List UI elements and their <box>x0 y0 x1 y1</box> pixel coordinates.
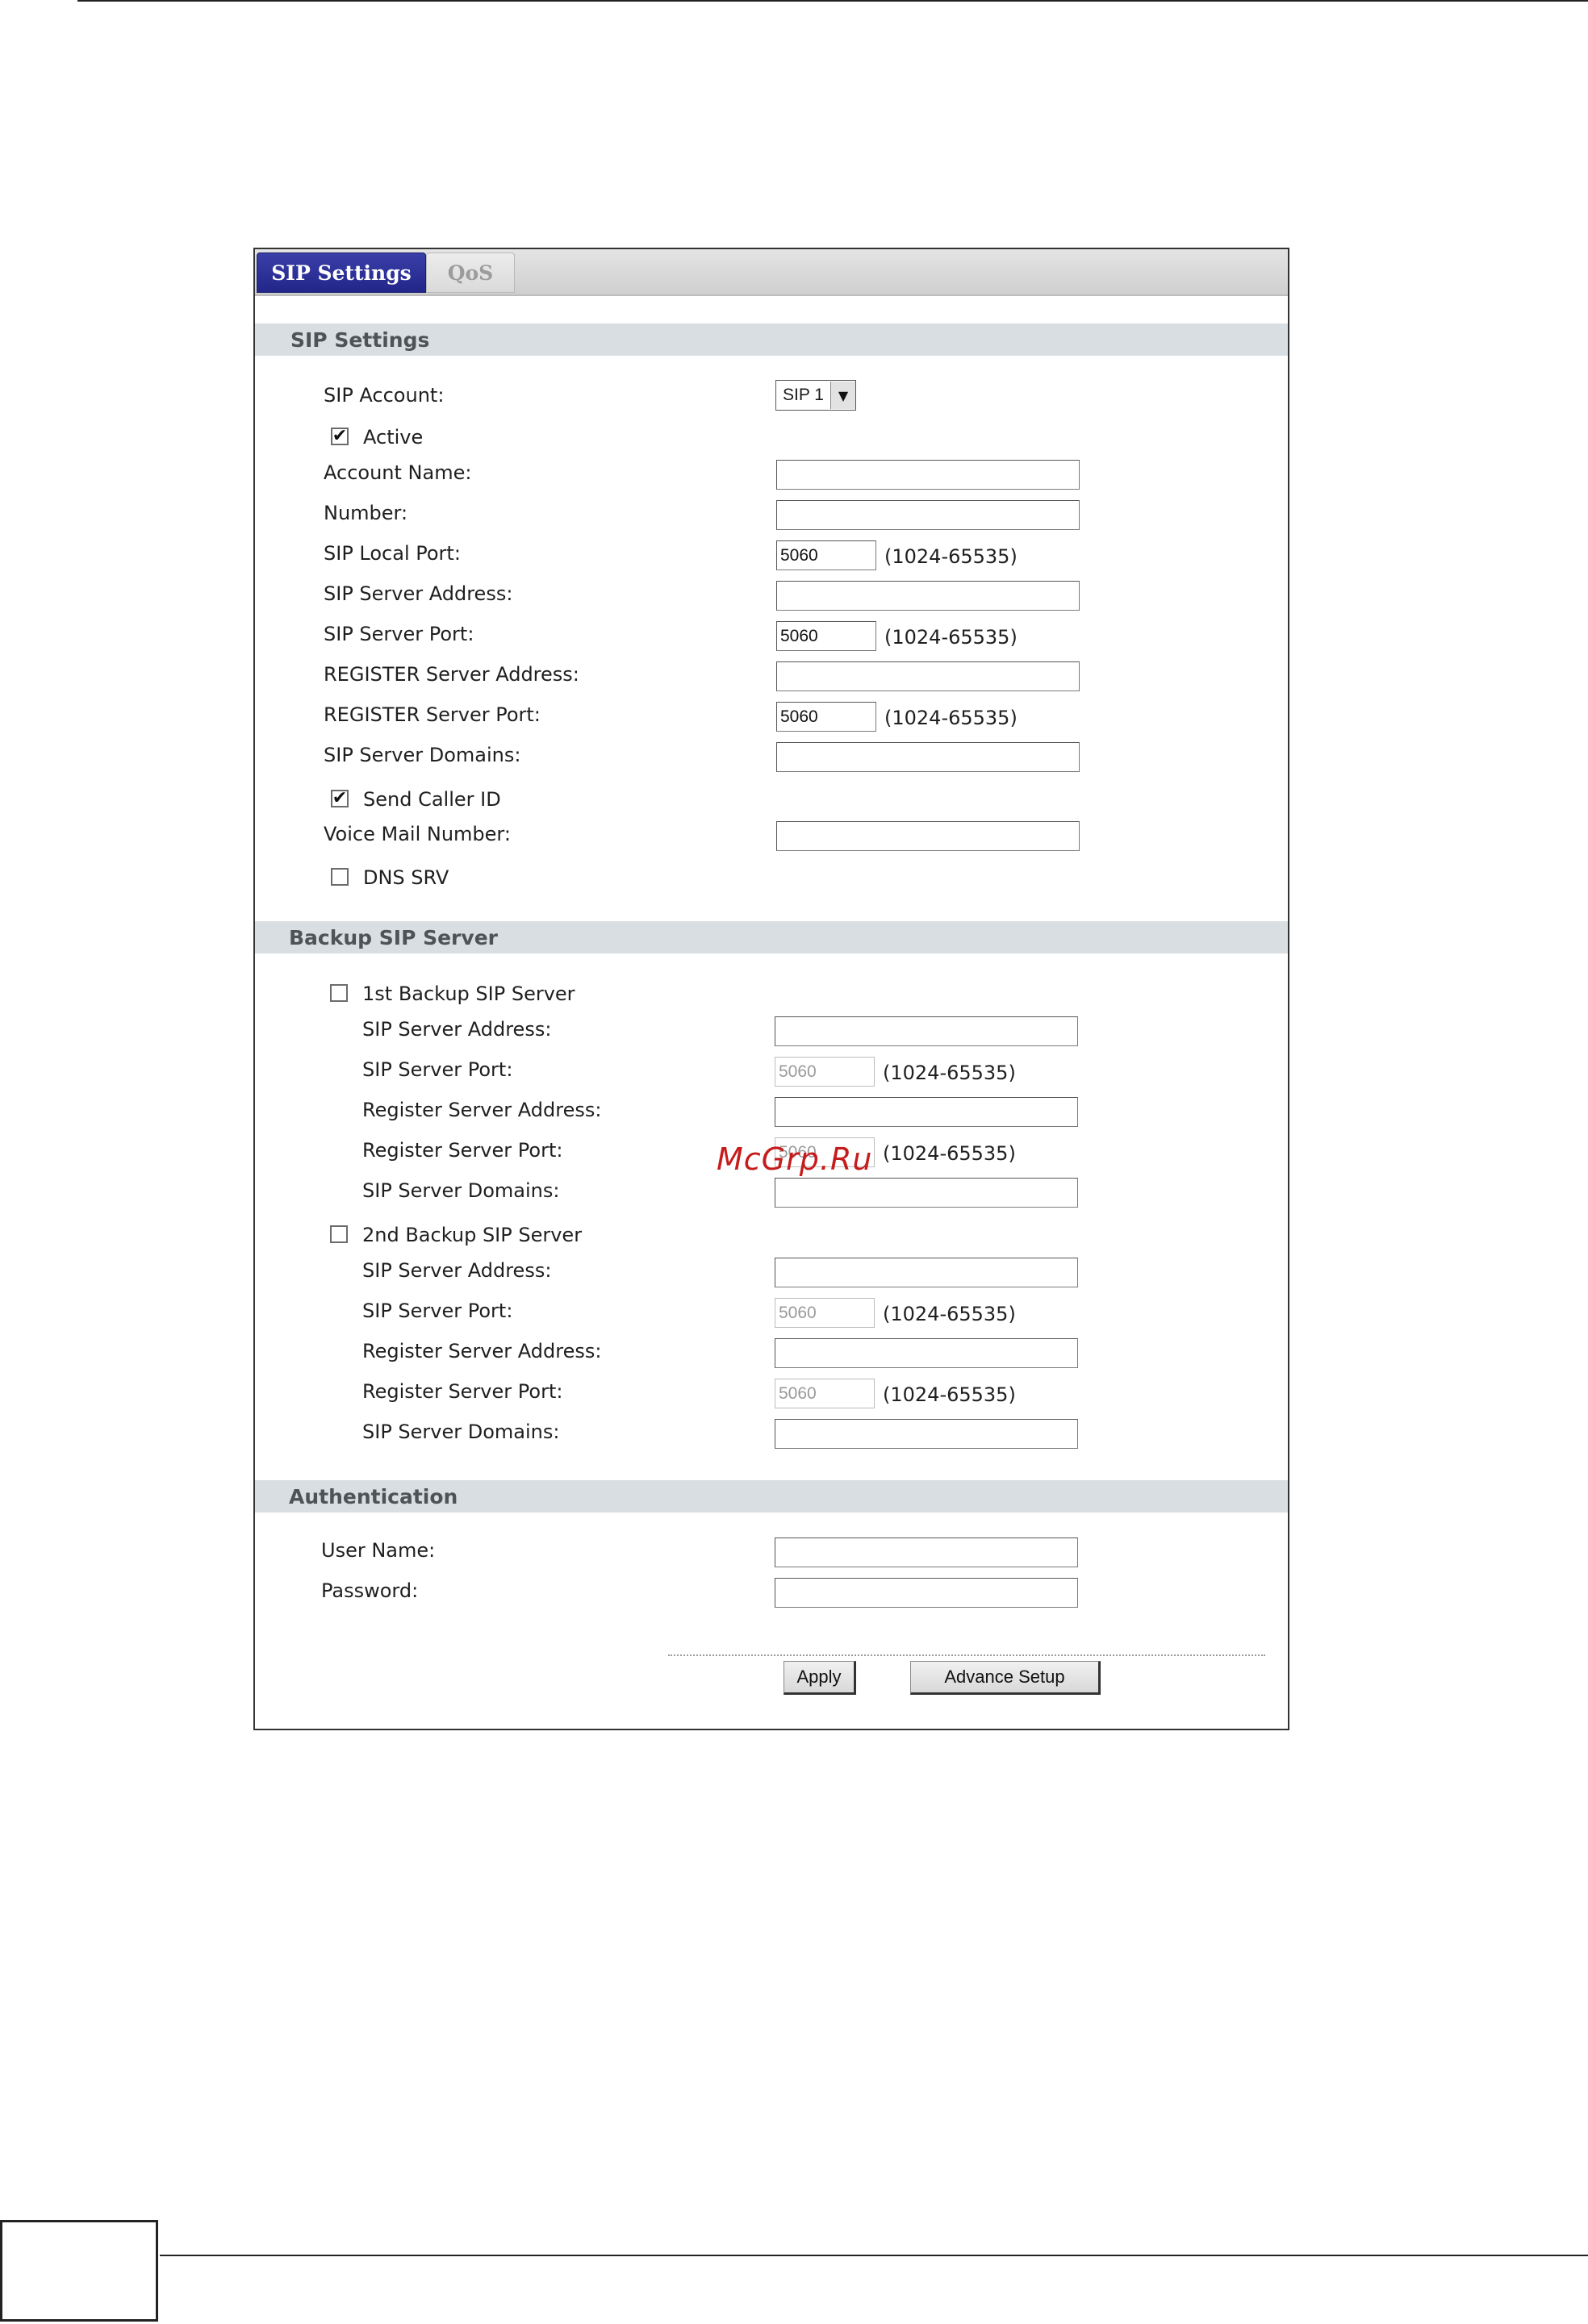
sip-server-domains-input[interactable] <box>776 742 1080 772</box>
sip-server-port-range: (1024-65535) <box>884 626 1018 649</box>
page-number-box <box>0 2220 158 2322</box>
backup2-register-port-input[interactable] <box>775 1379 875 1408</box>
section-header-backup-sip-server: Backup SIP Server <box>255 921 1288 953</box>
bottom-rule <box>160 2255 1588 2256</box>
password-label: Password: <box>321 1579 419 1602</box>
sip-account-value: SIP 1 <box>783 386 824 404</box>
sip-local-port-label: SIP Local Port: <box>324 542 461 565</box>
backup1-server-address-label: SIP Server Address: <box>362 1018 552 1041</box>
backup2-register-port-label: Register Server Port: <box>362 1380 563 1403</box>
section-header-authentication: Authentication <box>255 1480 1288 1512</box>
active-label: Active <box>363 426 424 449</box>
sip-server-domains-label: SIP Server Domains: <box>324 744 521 766</box>
backup2-label: 2nd Backup SIP Server <box>362 1224 583 1246</box>
backup2-domains-input[interactable] <box>775 1419 1078 1449</box>
apply-button[interactable]: Apply <box>784 1661 856 1695</box>
advance-setup-button[interactable]: Advance Setup <box>910 1661 1101 1695</box>
tab-sip-settings[interactable]: SIP Settings <box>257 252 426 293</box>
send-caller-id-label: Send Caller ID <box>363 788 501 811</box>
chevron-down-icon: ▼ <box>830 382 855 409</box>
register-server-address-label: REGISTER Server Address: <box>324 663 579 686</box>
backup1-server-address-input[interactable] <box>775 1016 1078 1046</box>
backup2-server-port-label: SIP Server Port: <box>362 1300 513 1322</box>
backup2-register-address-label: Register Server Address: <box>362 1340 602 1362</box>
backup2-server-port-range: (1024-65535) <box>883 1303 1016 1325</box>
dns-srv-label: DNS SRV <box>363 866 449 889</box>
backup1-register-address-input[interactable] <box>775 1097 1078 1127</box>
sip-server-address-label: SIP Server Address: <box>324 582 513 605</box>
number-input[interactable] <box>776 500 1080 530</box>
sip-settings-panel <box>253 248 1289 1730</box>
backup1-domains-input[interactable] <box>775 1178 1078 1208</box>
register-server-port-input[interactable] <box>776 702 876 732</box>
user-name-label: User Name: <box>321 1539 436 1562</box>
backup1-label: 1st Backup SIP Server <box>362 983 575 1005</box>
backup1-server-port-range: (1024-65535) <box>883 1062 1016 1084</box>
tab-qos[interactable]: QoS <box>426 252 515 293</box>
backup2-server-address-input[interactable] <box>775 1258 1078 1287</box>
sip-server-address-input[interactable] <box>776 581 1080 611</box>
backup1-register-port-label: Register Server Port: <box>362 1139 563 1162</box>
register-server-address-input[interactable] <box>776 661 1080 691</box>
section-header-sip-settings: SIP Settings <box>255 323 1288 356</box>
password-input[interactable] <box>775 1578 1078 1608</box>
sip-account-select[interactable] <box>775 380 856 411</box>
backup2-server-port-input[interactable] <box>775 1298 875 1328</box>
backup2-register-address-input[interactable] <box>775 1338 1078 1368</box>
backup1-server-port-input[interactable] <box>775 1057 875 1087</box>
button-divider <box>668 1654 1265 1656</box>
sip-local-port-range: (1024-65535) <box>884 545 1018 568</box>
dns-srv-checkbox[interactable] <box>331 868 349 886</box>
top-rule <box>77 0 1588 2</box>
backup1-checkbox[interactable] <box>330 984 348 1002</box>
account-name-input[interactable] <box>776 460 1080 490</box>
backup1-server-port-label: SIP Server Port: <box>362 1058 513 1081</box>
backup1-domains-label: SIP Server Domains: <box>362 1179 560 1202</box>
backup2-domains-label: SIP Server Domains: <box>362 1421 560 1443</box>
watermark-text: McGrp.Ru <box>717 1141 873 1177</box>
sip-server-port-input[interactable] <box>776 621 876 651</box>
backup1-register-address-label: Register Server Address: <box>362 1099 602 1121</box>
register-server-port-range: (1024-65535) <box>884 707 1018 729</box>
voice-mail-number-label: Voice Mail Number: <box>324 823 511 845</box>
register-server-port-label: REGISTER Server Port: <box>324 703 541 726</box>
send-caller-id-checkbox[interactable]: ✔ <box>332 788 348 808</box>
tab-bar <box>255 249 1288 296</box>
number-label: Number: <box>324 502 408 524</box>
backup2-server-address-label: SIP Server Address: <box>362 1259 552 1282</box>
voice-mail-number-input[interactable] <box>776 821 1080 851</box>
sip-account-label: SIP Account: <box>324 384 445 407</box>
backup2-register-port-range: (1024-65535) <box>883 1383 1016 1406</box>
active-checkbox[interactable]: ✔ <box>332 426 348 446</box>
user-name-input[interactable] <box>775 1538 1078 1567</box>
backup1-register-port-range: (1024-65535) <box>883 1142 1016 1165</box>
account-name-label: Account Name: <box>324 461 472 484</box>
sip-server-port-label: SIP Server Port: <box>324 623 474 645</box>
backup2-checkbox[interactable] <box>330 1225 348 1243</box>
sip-local-port-input[interactable] <box>776 540 876 570</box>
